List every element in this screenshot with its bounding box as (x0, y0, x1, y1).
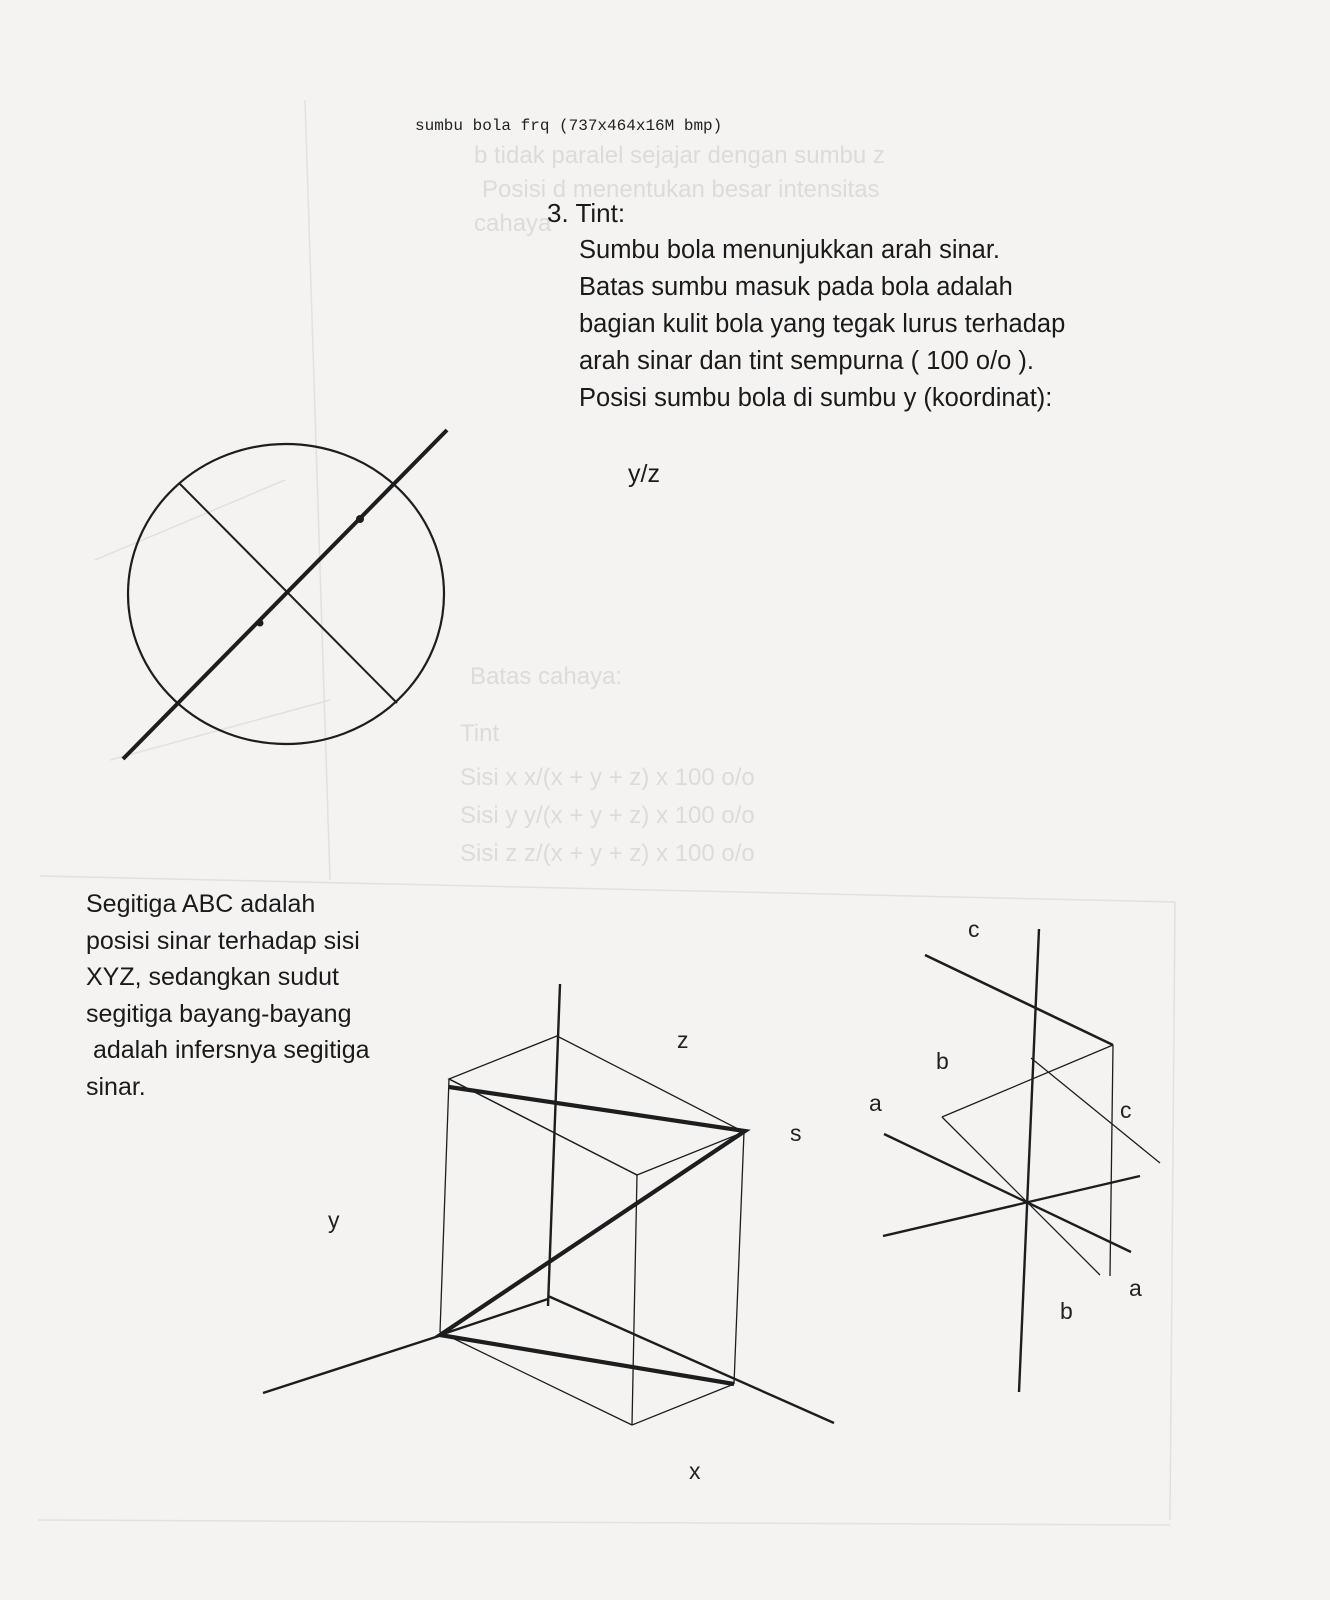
segitiga-line: segitiga bayang-bayang (86, 999, 352, 1028)
document-header: sumbu bola frq (737x464x16M bmp) (415, 117, 723, 135)
label-x: x (689, 1458, 701, 1484)
axis-diagram (883, 929, 1160, 1392)
line-a (884, 1134, 1131, 1252)
segitiga-line: adalah infersnya segitiga (86, 1036, 370, 1064)
label-z: z (677, 1027, 689, 1053)
segitiga-line: XYZ, sedangkan sudut (86, 963, 339, 991)
label-a-right: a (1129, 1275, 1142, 1301)
axis-point-lower (257, 620, 263, 626)
tint-paragraph (579, 232, 1065, 417)
segitiga-paragraph (86, 886, 370, 1105)
bleed-line-2: Posisi d menentukan besar intensitas (482, 176, 880, 203)
bleed-line-6: Sisi x x/(x + y + z) x 100 o/o (460, 764, 755, 791)
shadow-line (440, 1299, 548, 1335)
tint-line: Posisi sumbu bola di sumbu y (koordinat): (579, 384, 1053, 412)
tint-line: arah sinar dan tint sempurna ( 100 o/o ). (579, 347, 1035, 375)
ray-triangle (440, 1087, 745, 1384)
segitiga-line: posisi sinar terhadap sisi (86, 926, 360, 955)
label-c-top: c (968, 916, 980, 942)
sphere-axis (123, 430, 447, 759)
bleed-line-4: Batas cahaya: (470, 663, 623, 690)
y-axis-ray (263, 1335, 442, 1393)
label-c-right: c (1120, 1097, 1132, 1123)
tint-formula: y/z (628, 460, 660, 488)
label-s: s (790, 1120, 802, 1146)
line-b (883, 1176, 1140, 1236)
bleed-line-1: b tidak paralel sejajar dengan sumbu z (474, 142, 885, 169)
sphere-diagram (123, 430, 447, 759)
line-c (925, 955, 1113, 1045)
label-b-bottom: b (1060, 1298, 1073, 1324)
label-y: y (328, 1207, 340, 1233)
vertical-axis (1019, 929, 1039, 1392)
segitiga-line: Segitiga ABC adalah (86, 890, 316, 918)
bleed-line-5: Tint (460, 720, 500, 747)
label-b-top: b (936, 1048, 949, 1074)
tint-line: Sumbu bola menunjukkan arah sinar. (579, 236, 1001, 264)
tint-line: bagian kulit bola yang tegak lurus terhadap (579, 310, 1066, 338)
label-a-left: a (869, 1090, 882, 1116)
tint-line: Batas sumbu masuk pada bola adalah (579, 273, 1013, 301)
bleed-line-8: Sisi z z/(x + y + z) x 100 o/o (460, 840, 755, 867)
axis-point-upper (357, 516, 364, 523)
bleed-line-7: Sisi y y/(x + y + z) x 100 o/o (460, 802, 755, 829)
bleed-line-3: cahaya (474, 210, 552, 237)
segitiga-line: sinar. (86, 1072, 146, 1101)
tint-heading: 3. Tint: (547, 198, 626, 228)
